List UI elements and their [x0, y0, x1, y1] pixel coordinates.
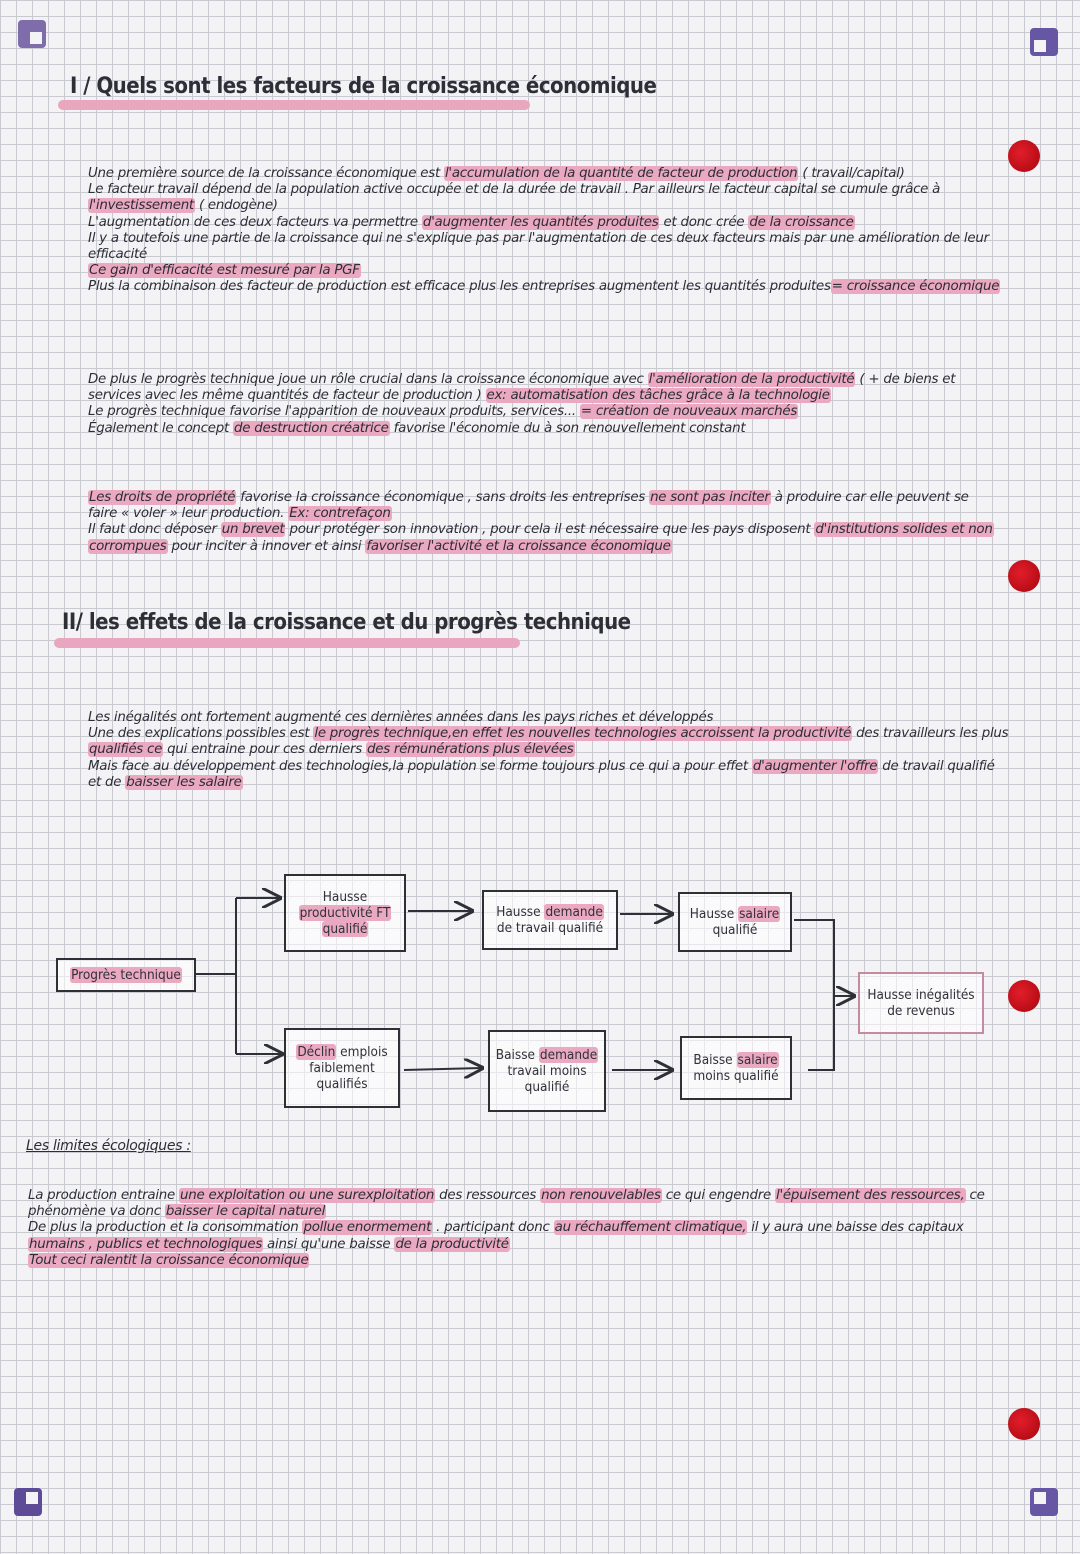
corner-bracket-top-right: [1030, 28, 1058, 56]
corner-bracket-top-left: [18, 20, 46, 48]
ecological-limits-subtitle: Les limites écologiques :: [26, 1138, 191, 1154]
box-baisse-demande: Baisse demande travail moins qualifié: [488, 1030, 606, 1112]
section-2-paragraph-1: Les inégalités ont fortement augmenté ces dernières années dans les pays riches et développés Une des explications possibles est le progrès technique,en effet les nouvelles technologies accroissent la productivité des travailleurs les plus qualifiés ce qui entraine pour ces derniers des rémunérations plus élevées Mais face au développement des technologies,la population se forme toujours plus ce qui a pour effet d'augmenter l'offre de travail qualifié et de baisser les salaire: [88, 710, 1009, 790]
box-declin-emplois: Déclin emplois faiblement qualifiés: [284, 1028, 400, 1108]
box-hausse-salaire: Hausse salaire qualifié: [678, 892, 792, 952]
box-progres-technique: Progrès technique: [56, 958, 196, 992]
section-1-title: I / Quels sont les facteurs de la croissance économique: [70, 74, 657, 99]
section-1-paragraph-1: Une première source de la croissance économique est l'accumulation de la quantité de facteur de production ( travail/capital) Le facteur travail dépend de la population active occupée et de la durée de travail . Par ailleurs le facteur capital se cumule grâce à l'investissement ( endogène) L'augmentation de ces deux facteurs va permettre d'augmenter les quantités produites et donc crée de la croissance Il y a toutefois une partie de la croissance qui ne s'explique pas par l'augmentation de ces deux facteurs mais par une amélioration de leur efficacité Ce gain d'efficacité est mesuré par la PGF Plus la combinaison des facteur de production est efficace plus les entreprises augmentent les quantités produites= croissance économique: [88, 166, 1000, 295]
ecological-limits-paragraph: La production entraine une exploitation ou une surexploitation des ressources non renouvelables ce qui engendre l'épuisement des ressources, ce phénomène va donc baisser le capital naturel De plus la production et la consommation pollue enormement . participant donc au réchauffement climatique, il y aura une baisse des capitaux humains , publics et technologiques ainsi qu'une baisse de la productivité Tout ceci ralentit la croissance économique: [28, 1188, 985, 1268]
corner-bracket-bottom-right: [1030, 1488, 1058, 1516]
section-2-title: II/ les effets de la croissance et du progrès technique: [62, 610, 631, 635]
binder-hole: [1008, 1408, 1040, 1440]
heading-underline: [54, 638, 520, 648]
box-hausse-productivite: Hausse productivité FT qualifié: [284, 874, 406, 952]
box-baisse-salaire: Baisse salaire moins qualifié: [680, 1036, 792, 1100]
heading-underline: [58, 100, 530, 110]
corner-bracket-bottom-left: [14, 1488, 42, 1516]
section-1-paragraph-3: Les droits de propriété favorise la croissance économique , sans droits les entreprises ne sont pas inciter à produire car elle peuvent se faire « voler » leur production. Ex: contrefaçon Il faut donc déposer un brevet pour protéger son innovation , pour cela il est nécessaire que les pays disposent d'institutions solides et non corrompues pour inciter à innover et ainsi favoriser l'activité et la croissance économique: [88, 490, 993, 554]
binder-hole: [1008, 560, 1040, 592]
box-hausse-demande: Hausse demande de travail qualifié: [482, 890, 618, 950]
binder-hole: [1008, 980, 1040, 1012]
section-1-paragraph-2: De plus le progrès technique joue un rôle crucial dans la croissance économique avec l'amélioration de la productivité ( + de biens et services avec les même quantités de facteur de production ) ex: automatisation des tâches grâce à la technologie Le progrès technique favorise l'apparition de nouveaux produits, services... = création de nouveaux marchés Également le concept de destruction créatrice favorise l'économie du à son renouvellement constant: [88, 372, 956, 436]
box-hausse-inegalites: Hausse inégalités de revenus: [858, 972, 984, 1034]
